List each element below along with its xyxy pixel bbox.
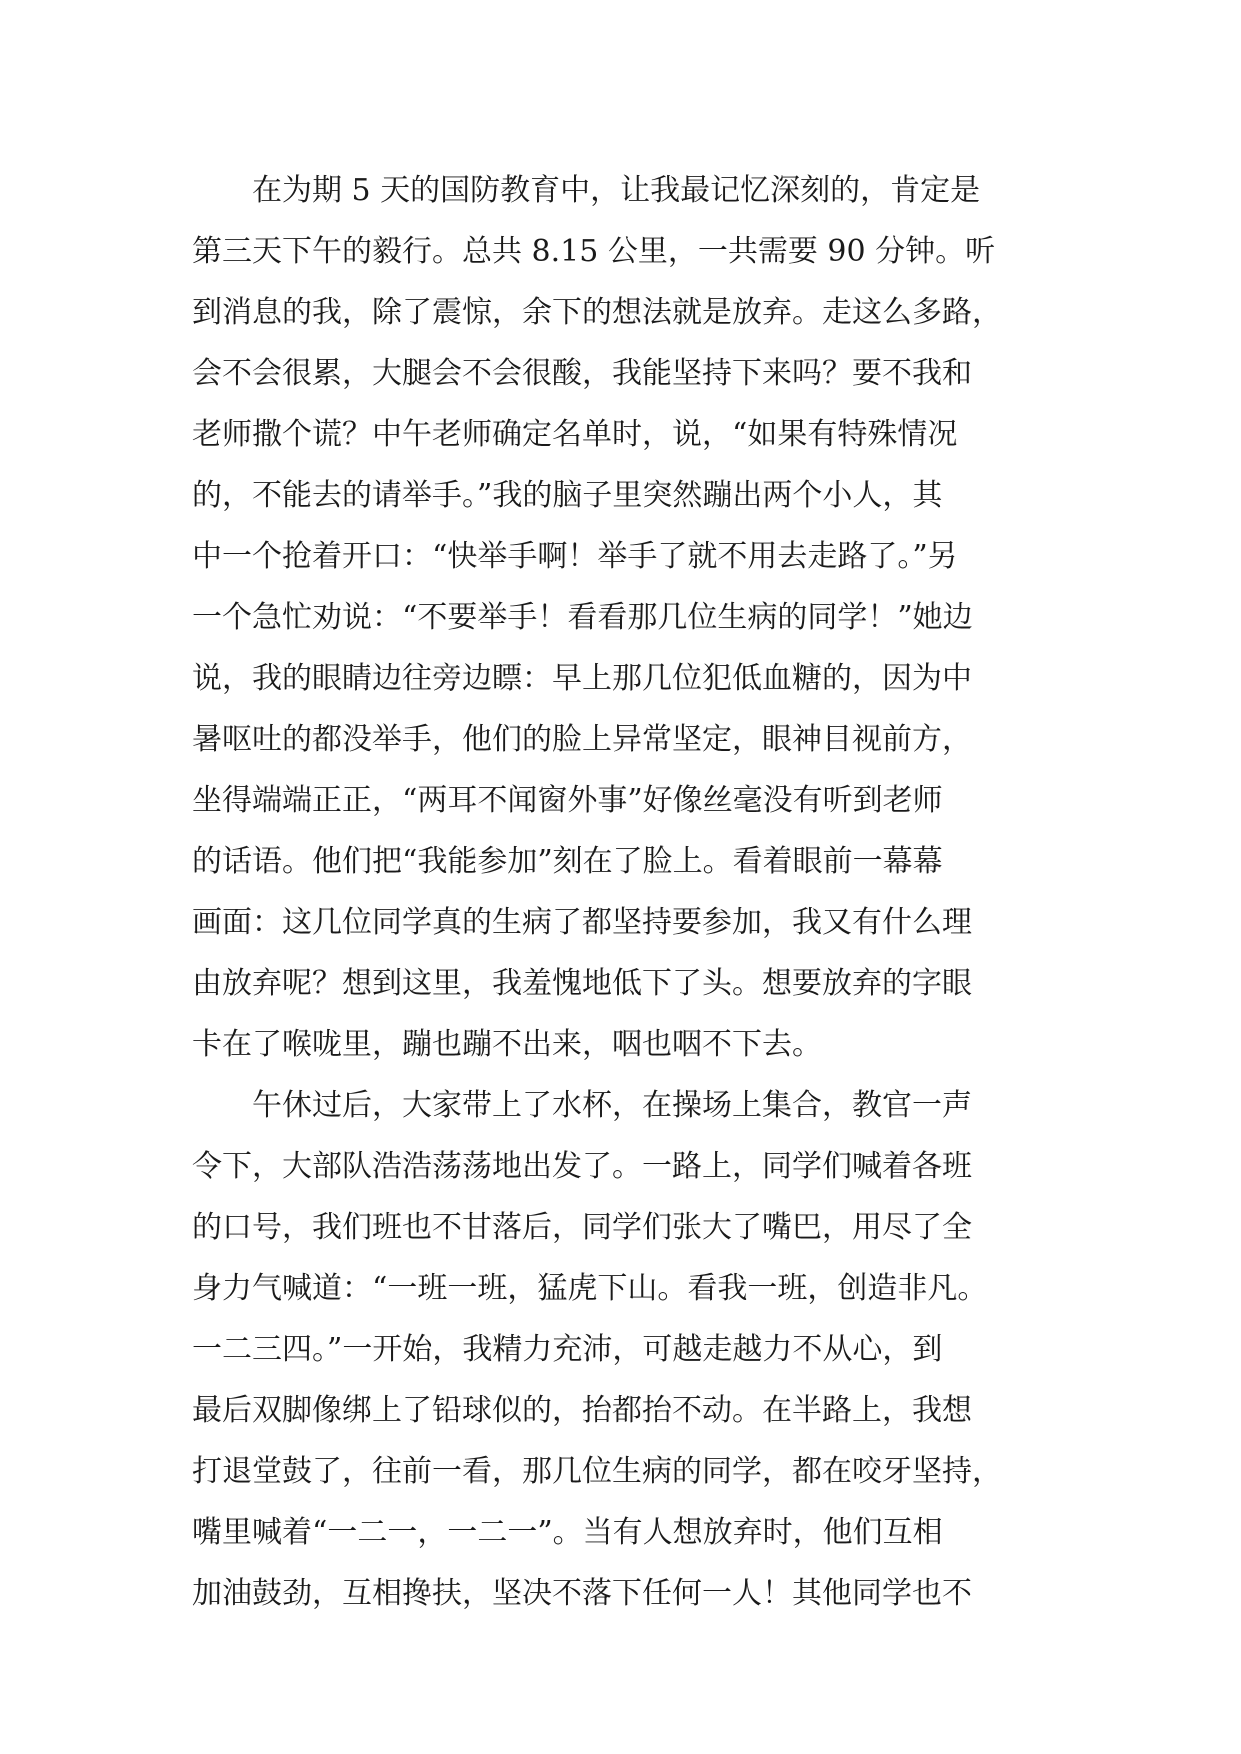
paragraph-1-line-9: 说，我的眼睛边往旁边瞟：早上那几位犯低血糖的，因为中: [192, 661, 972, 696]
paragraph-1-line-4: 会不会很累，大腿会不会很酸，我能坚持下来吗？要不我和: [192, 356, 972, 391]
essay-body: [192, 160, 1072, 1624]
paragraph-2-line-2: 令下，大部队浩浩荡荡地出发了。一路上，同学们喊着各班: [192, 1149, 972, 1184]
paragraph-1-line-12: 的话语。他们把“我能参加”刻在了脸上。看着眼前一幕幕: [192, 844, 943, 879]
paragraph-2-line-9: 加油鼓劲，互相搀扶，坚决不落下任何一人！其他同学也不: [192, 1576, 972, 1611]
paragraph-2-line-5: 一二三四。”一开始，我精力充沛，可越走越力不从心，到: [192, 1332, 943, 1367]
paragraph-1-line-5: 老师撒个谎？中午老师确定名单时，说，“如果有特殊情况: [192, 417, 958, 452]
paragraph-1-line-8: 一个急忙劝说：“不要举手！看看那几位生病的同学！”她边: [192, 600, 973, 635]
paragraph-1-line-7: 中一个抢着开口：“快举手啊！举手了就不用去走路了。”另: [192, 539, 958, 574]
paragraph-1-line-1: 在为期 5 天的国防教育中，让我最记忆深刻的，肯定是: [252, 173, 981, 208]
paragraph-2-line-1: 午休过后，大家带上了水杯，在操场上集合，教官一声: [252, 1088, 972, 1123]
paragraph-1-line-6: 的，不能去的请举手。”我的脑子里突然蹦出两个小人，其: [192, 478, 943, 513]
paragraph-1-line-13: 画面：这几位同学真的生病了都坚持要参加，我又有什么理: [192, 905, 972, 940]
paragraph-2-line-4: 身力气喊道：“一班一班，猛虎下山。看我一班，创造非凡。: [192, 1271, 988, 1306]
paragraph-1-line-10: 暑呕吐的都没举手，他们的脸上异常坚定，眼神目视前方，: [192, 722, 972, 757]
paragraph-1-line-14: 由放弃呢？想到这里，我羞愧地低下了头。想要放弃的字眼: [192, 966, 972, 1001]
paragraph-2-line-6: 最后双脚像绑上了铅球似的，抬都抬不动。在半路上，我想: [192, 1393, 972, 1428]
paragraph-2-line-8: 嘴里喊着“一二一，一二一”。当有人想放弃时，他们互相: [192, 1515, 943, 1550]
paragraph-1-line-2: 第三天下午的毅行。总共 8.15 公里，一共需要 90 分钟。听: [192, 234, 996, 269]
paragraph-1-line-3: 到消息的我，除了震惊，余下的想法就是放弃。走这么多路，: [192, 295, 1002, 330]
paragraph-1-line-15: 卡在了喉咙里，蹦也蹦不出来，咽也咽不下去。: [192, 1027, 822, 1062]
paragraph-2-line-3: 的口号，我们班也不甘落后，同学们张大了嘴巴，用尽了全: [192, 1210, 972, 1245]
paragraph-2-line-7: 打退堂鼓了，往前一看，那几位生病的同学，都在咬牙坚持，: [192, 1454, 1002, 1489]
paragraph-1-line-11: 坐得端端正正，“两耳不闻窗外事”好像丝毫没有听到老师: [192, 783, 943, 818]
